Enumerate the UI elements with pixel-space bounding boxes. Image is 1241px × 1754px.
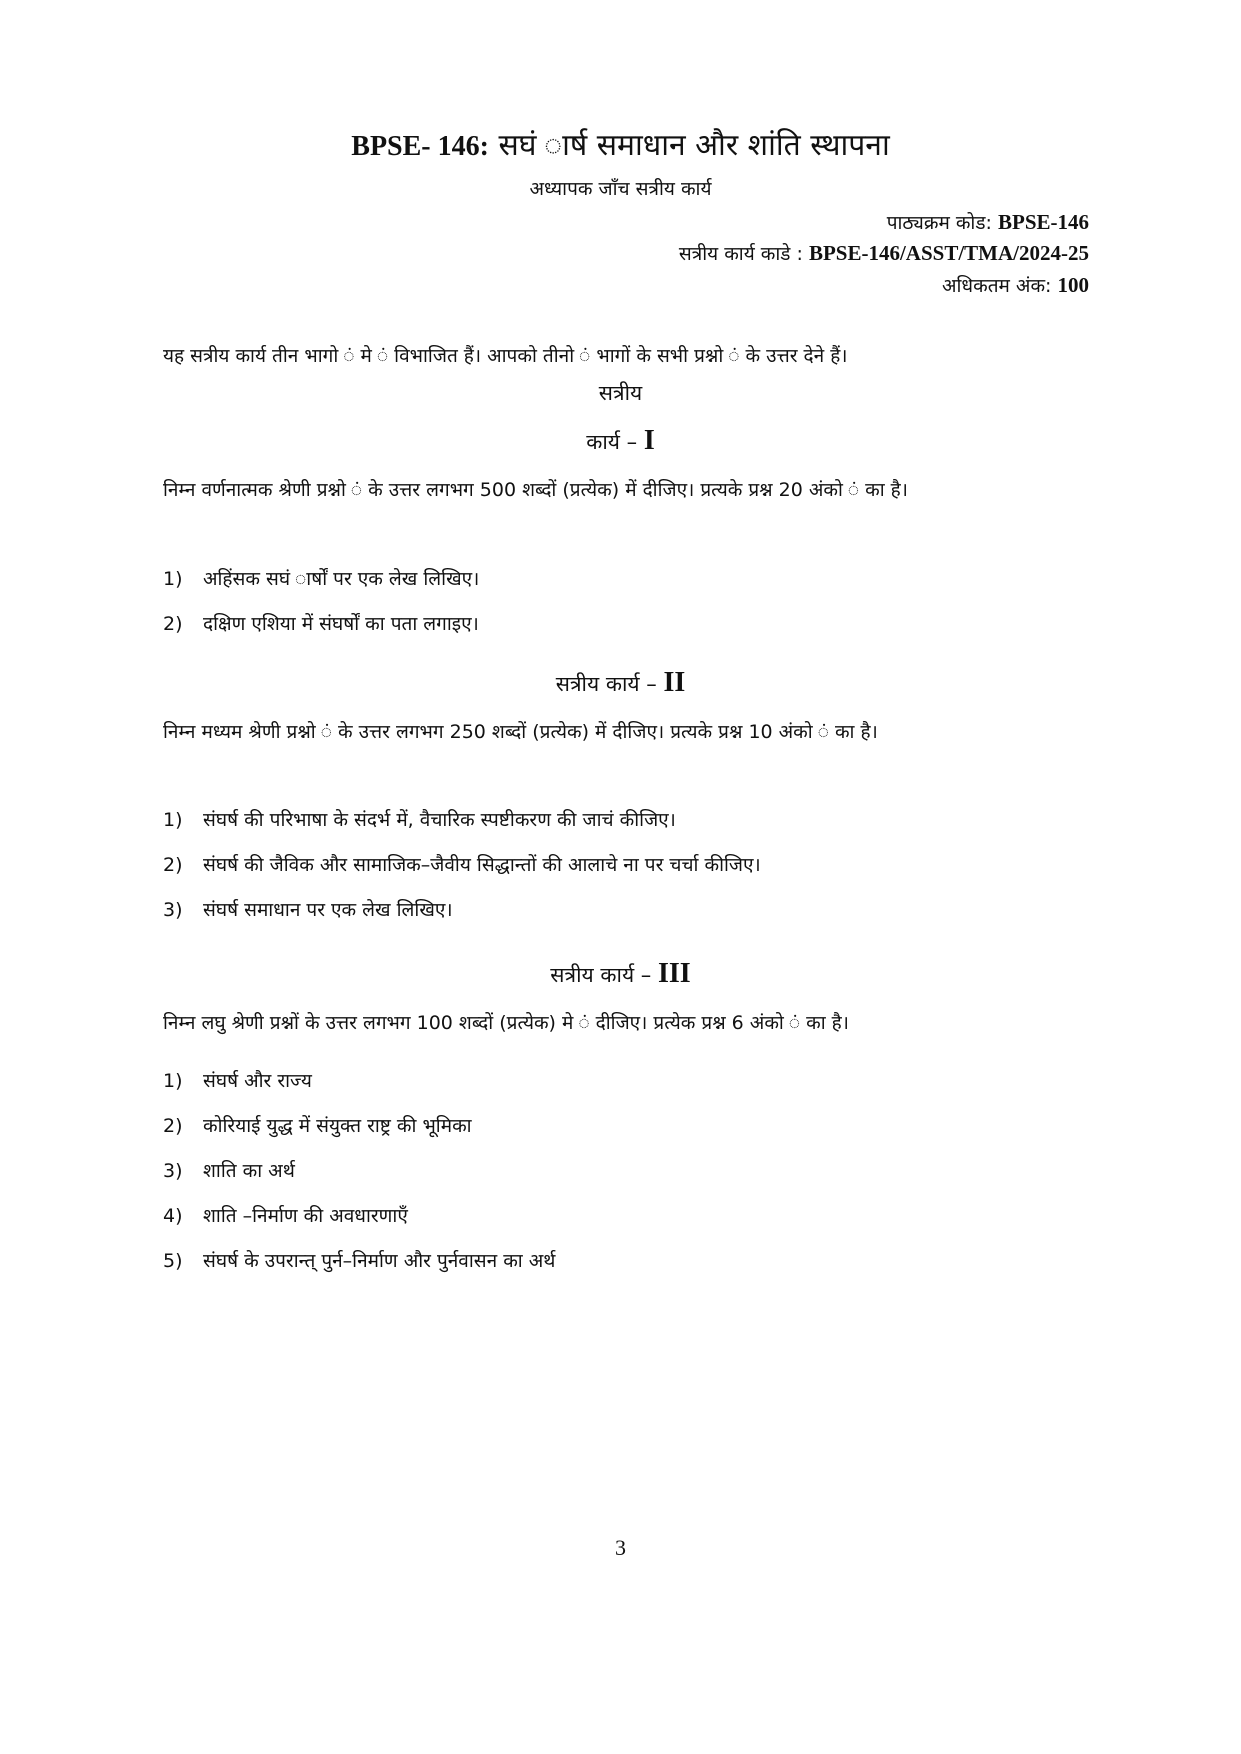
course-code-line xyxy=(887,207,1089,238)
question-text: दक्षिण एशिया में संघर्षों का पता लगाइए। xyxy=(203,613,479,635)
section-1-heading-top: सत्रीय xyxy=(598,381,643,405)
question-text: शाति –निर्माण की अवधारणाएँ xyxy=(203,1205,408,1227)
page-subtitle: अध्यापक जाँच सत्रीय कार्य xyxy=(529,178,712,200)
list-item xyxy=(163,850,1083,880)
question-text: संघर्ष और राज्य xyxy=(203,1070,312,1092)
question-number: 3) xyxy=(163,1160,183,1182)
course-code-value: BPSE-146 xyxy=(997,210,1089,234)
section-1-heading xyxy=(0,424,1241,459)
list-item xyxy=(163,1201,1083,1231)
question-text: अहिंसक सघं ार्षों पर एक लेख लिखिए। xyxy=(203,568,480,590)
list-item xyxy=(163,609,1083,639)
question-text: शाति का अर्थ xyxy=(203,1160,295,1182)
list-item xyxy=(163,895,1083,925)
section-3-heading xyxy=(0,957,1241,992)
question-text: कोरियाई युद्ध में संयुक्त राष्ट्र की भूमिका xyxy=(203,1115,472,1137)
max-marks-value: 100 xyxy=(1057,273,1089,297)
question-number: 5) xyxy=(163,1250,183,1272)
course-title: सघं ार्ष समाधान और शांति स्थापना xyxy=(498,128,890,163)
question-number: 2) xyxy=(163,613,183,635)
question-text: संघर्ष की जैविक और सामाजिक–जैवीय सिद्धान्तों की आलाचे ना पर चर्चा कीजिए। xyxy=(203,854,761,876)
section-1-heading-label: कार्य – xyxy=(586,430,638,454)
section-1-questions xyxy=(163,564,1083,654)
question-number: 3) xyxy=(163,899,183,921)
course-code-prefix: BPSE- 146: xyxy=(351,131,489,162)
assignment-code-line xyxy=(679,238,1089,269)
list-item xyxy=(163,1111,1083,1141)
question-number: 1) xyxy=(163,1070,183,1092)
section-3-roman: III xyxy=(658,958,691,989)
list-item xyxy=(163,1246,1083,1276)
list-item xyxy=(163,805,1083,835)
question-number: 4) xyxy=(163,1205,183,1227)
intro-text: यह सत्रीय कार्य तीन भागो ं मे ं विभाजित हैं। आपको तीनो ं भागों के सभी प्रश्नो ं के उत्तर देने हैं। xyxy=(163,345,848,367)
max-marks-line xyxy=(942,270,1089,301)
question-number: 2) xyxy=(163,1115,183,1137)
course-code-label: पाठ्यक्रम कोड: xyxy=(886,212,992,234)
question-text: संघर्ष समाधान पर एक लेख लिखिए। xyxy=(203,899,453,921)
page-number: 3 xyxy=(615,1535,626,1560)
page-title xyxy=(0,124,1241,169)
section-3-questions xyxy=(163,1066,1083,1291)
list-item xyxy=(163,1156,1083,1186)
question-number: 1) xyxy=(163,809,183,831)
section-2-heading-label: सत्रीय कार्य – xyxy=(555,672,657,696)
question-number: 1) xyxy=(163,568,183,590)
section-2-heading xyxy=(0,666,1241,701)
section-1-instruction: निम्न वर्णनात्मक श्रेणी प्रश्नो ं के उत्तर लगभग 500 शब्दों (प्रत्येक) में दीजिए। प्रत्यके प्रश्न 20 अंको ं का है। xyxy=(163,479,908,501)
question-text: संघर्ष के उपरान्त् पुर्न–निर्माण और पुर्नवासन का अर्थ xyxy=(203,1250,556,1272)
section-2-instruction: निम्न मध्यम श्रेणी प्रश्नो ं के उत्तर लगभग 250 शब्दों (प्रत्येक) में दीजिए। प्रत्यके प्रश्न 10 अंको ं का है। xyxy=(163,721,878,743)
assignment-code-value: BPSE-146/ASST/TMA/2024-25 xyxy=(808,241,1089,265)
list-item xyxy=(163,564,1083,594)
question-text: संघर्ष की परिभाषा के संदर्भ में, वैचारिक स्पष्टीकरण की जाचं कीजिए। xyxy=(203,809,676,831)
section-2-questions xyxy=(163,805,1083,940)
list-item xyxy=(163,1066,1083,1096)
section-1-roman: I xyxy=(643,425,655,456)
assignment-code-label: सत्रीय कार्य काडे : xyxy=(678,243,803,265)
section-3-heading-label: सत्रीय कार्य – xyxy=(550,963,652,987)
section-2-roman: II xyxy=(663,667,686,698)
question-number: 2) xyxy=(163,854,183,876)
section-3-instruction: निम्न लघु श्रेणी प्रश्नों के उत्तर लगभग 100 शब्दों (प्रत्येक) मे ं दीजिए। प्रत्येक प्रश्न 6 अंको ं का है। xyxy=(163,1012,849,1034)
max-marks-label: अधिकतम अंक: xyxy=(941,275,1052,297)
